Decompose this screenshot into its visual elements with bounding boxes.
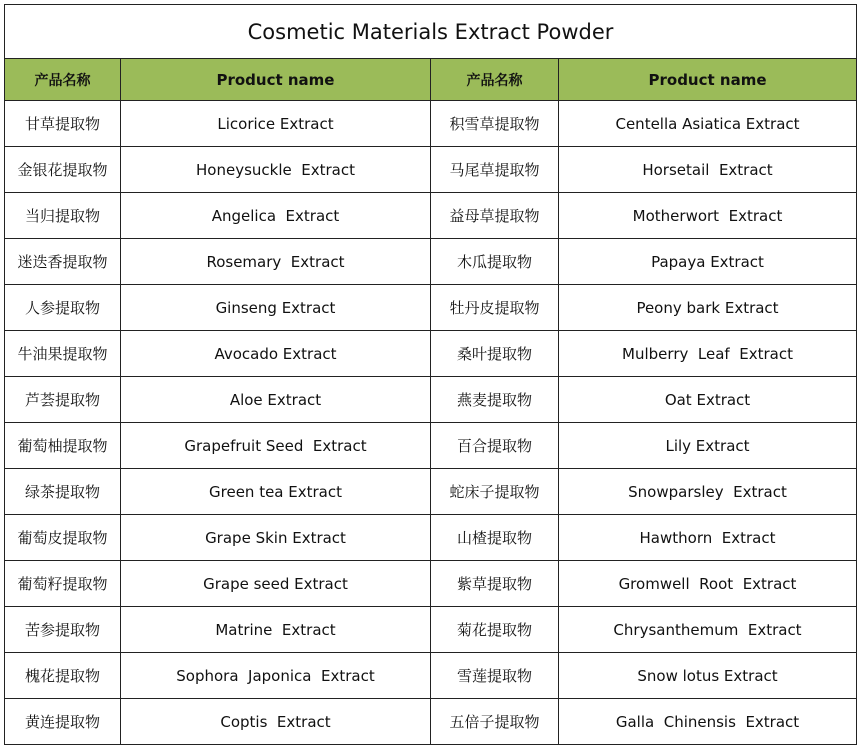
cn-name-cell: 甘草提取物 <box>5 101 121 147</box>
table-title: Cosmetic Materials Extract Powder <box>5 5 857 59</box>
en-name-cell: Snowparsley Extract <box>559 469 857 515</box>
table-row <box>5 331 857 377</box>
en-name-cell: Motherwort Extract <box>559 193 857 239</box>
cn-name-cell: 山楂提取物 <box>431 515 559 561</box>
cn-name-cell: 牡丹皮提取物 <box>431 285 559 331</box>
cn-name-cell: 葡萄籽提取物 <box>5 561 121 607</box>
en-name-cell: Licorice Extract <box>121 101 431 147</box>
en-name-cell: Papaya Extract <box>559 239 857 285</box>
cn-name-cell: 菊花提取物 <box>431 607 559 653</box>
cn-name-cell: 苦参提取物 <box>5 607 121 653</box>
cn-name-cell: 雪莲提取物 <box>431 653 559 699</box>
en-name-cell: Centella Asiatica Extract <box>559 101 857 147</box>
table-row <box>5 239 857 285</box>
en-name-cell: Ginseng Extract <box>121 285 431 331</box>
en-name-cell: Chrysanthemum Extract <box>559 607 857 653</box>
cn-name-cell: 蛇床子提取物 <box>431 469 559 515</box>
en-name-cell: Snow lotus Extract <box>559 653 857 699</box>
en-name-cell: Aloe Extract <box>121 377 431 423</box>
en-name-cell: Peony bark Extract <box>559 285 857 331</box>
cn-name-cell: 木瓜提取物 <box>431 239 559 285</box>
cn-name-cell: 槐花提取物 <box>5 653 121 699</box>
table-row <box>5 101 857 147</box>
table-row <box>5 423 857 469</box>
en-name-cell: Sophora Japonica Extract <box>121 653 431 699</box>
cn-name-cell: 芦荟提取物 <box>5 377 121 423</box>
extract-table <box>4 4 857 745</box>
en-name-cell: Honeysuckle Extract <box>121 147 431 193</box>
header-en-right: Product name <box>559 59 857 101</box>
table-row <box>5 285 857 331</box>
en-name-cell: Gromwell Root Extract <box>559 561 857 607</box>
en-name-cell: Oat Extract <box>559 377 857 423</box>
en-name-cell: Hawthorn Extract <box>559 515 857 561</box>
en-name-cell: Horsetail Extract <box>559 147 857 193</box>
en-name-cell: Grapefruit Seed Extract <box>121 423 431 469</box>
header-row <box>5 59 857 101</box>
en-name-cell: Matrine Extract <box>121 607 431 653</box>
cn-name-cell: 葡萄柚提取物 <box>5 423 121 469</box>
table-row <box>5 699 857 745</box>
cn-name-cell: 金银花提取物 <box>5 147 121 193</box>
en-name-cell: Avocado Extract <box>121 331 431 377</box>
cn-name-cell: 燕麦提取物 <box>431 377 559 423</box>
table-row <box>5 469 857 515</box>
en-name-cell: Rosemary Extract <box>121 239 431 285</box>
en-name-cell: Lily Extract <box>559 423 857 469</box>
cn-name-cell: 人参提取物 <box>5 285 121 331</box>
table-row <box>5 147 857 193</box>
cn-name-cell: 葡萄皮提取物 <box>5 515 121 561</box>
table-row <box>5 377 857 423</box>
cn-name-cell: 积雪草提取物 <box>431 101 559 147</box>
header-cn-left: 产品名称 <box>5 59 121 101</box>
en-name-cell: Coptis Extract <box>121 699 431 745</box>
cn-name-cell: 益母草提取物 <box>431 193 559 239</box>
table-row <box>5 561 857 607</box>
cn-name-cell: 迷迭香提取物 <box>5 239 121 285</box>
cn-name-cell: 马尾草提取物 <box>431 147 559 193</box>
en-name-cell: Grape Skin Extract <box>121 515 431 561</box>
cn-name-cell: 桑叶提取物 <box>431 331 559 377</box>
table-row <box>5 653 857 699</box>
table-row <box>5 607 857 653</box>
en-name-cell: Green tea Extract <box>121 469 431 515</box>
en-name-cell: Grape seed Extract <box>121 561 431 607</box>
cn-name-cell: 绿茶提取物 <box>5 469 121 515</box>
en-name-cell: Mulberry Leaf Extract <box>559 331 857 377</box>
header-cn-right: 产品名称 <box>431 59 559 101</box>
cn-name-cell: 五倍子提取物 <box>431 699 559 745</box>
cn-name-cell: 黄连提取物 <box>5 699 121 745</box>
cn-name-cell: 当归提取物 <box>5 193 121 239</box>
table-row <box>5 515 857 561</box>
cn-name-cell: 牛油果提取物 <box>5 331 121 377</box>
en-name-cell: Galla Chinensis Extract <box>559 699 857 745</box>
cn-name-cell: 紫草提取物 <box>431 561 559 607</box>
header-en-left: Product name <box>121 59 431 101</box>
en-name-cell: Angelica Extract <box>121 193 431 239</box>
table-row <box>5 193 857 239</box>
cn-name-cell: 百合提取物 <box>431 423 559 469</box>
